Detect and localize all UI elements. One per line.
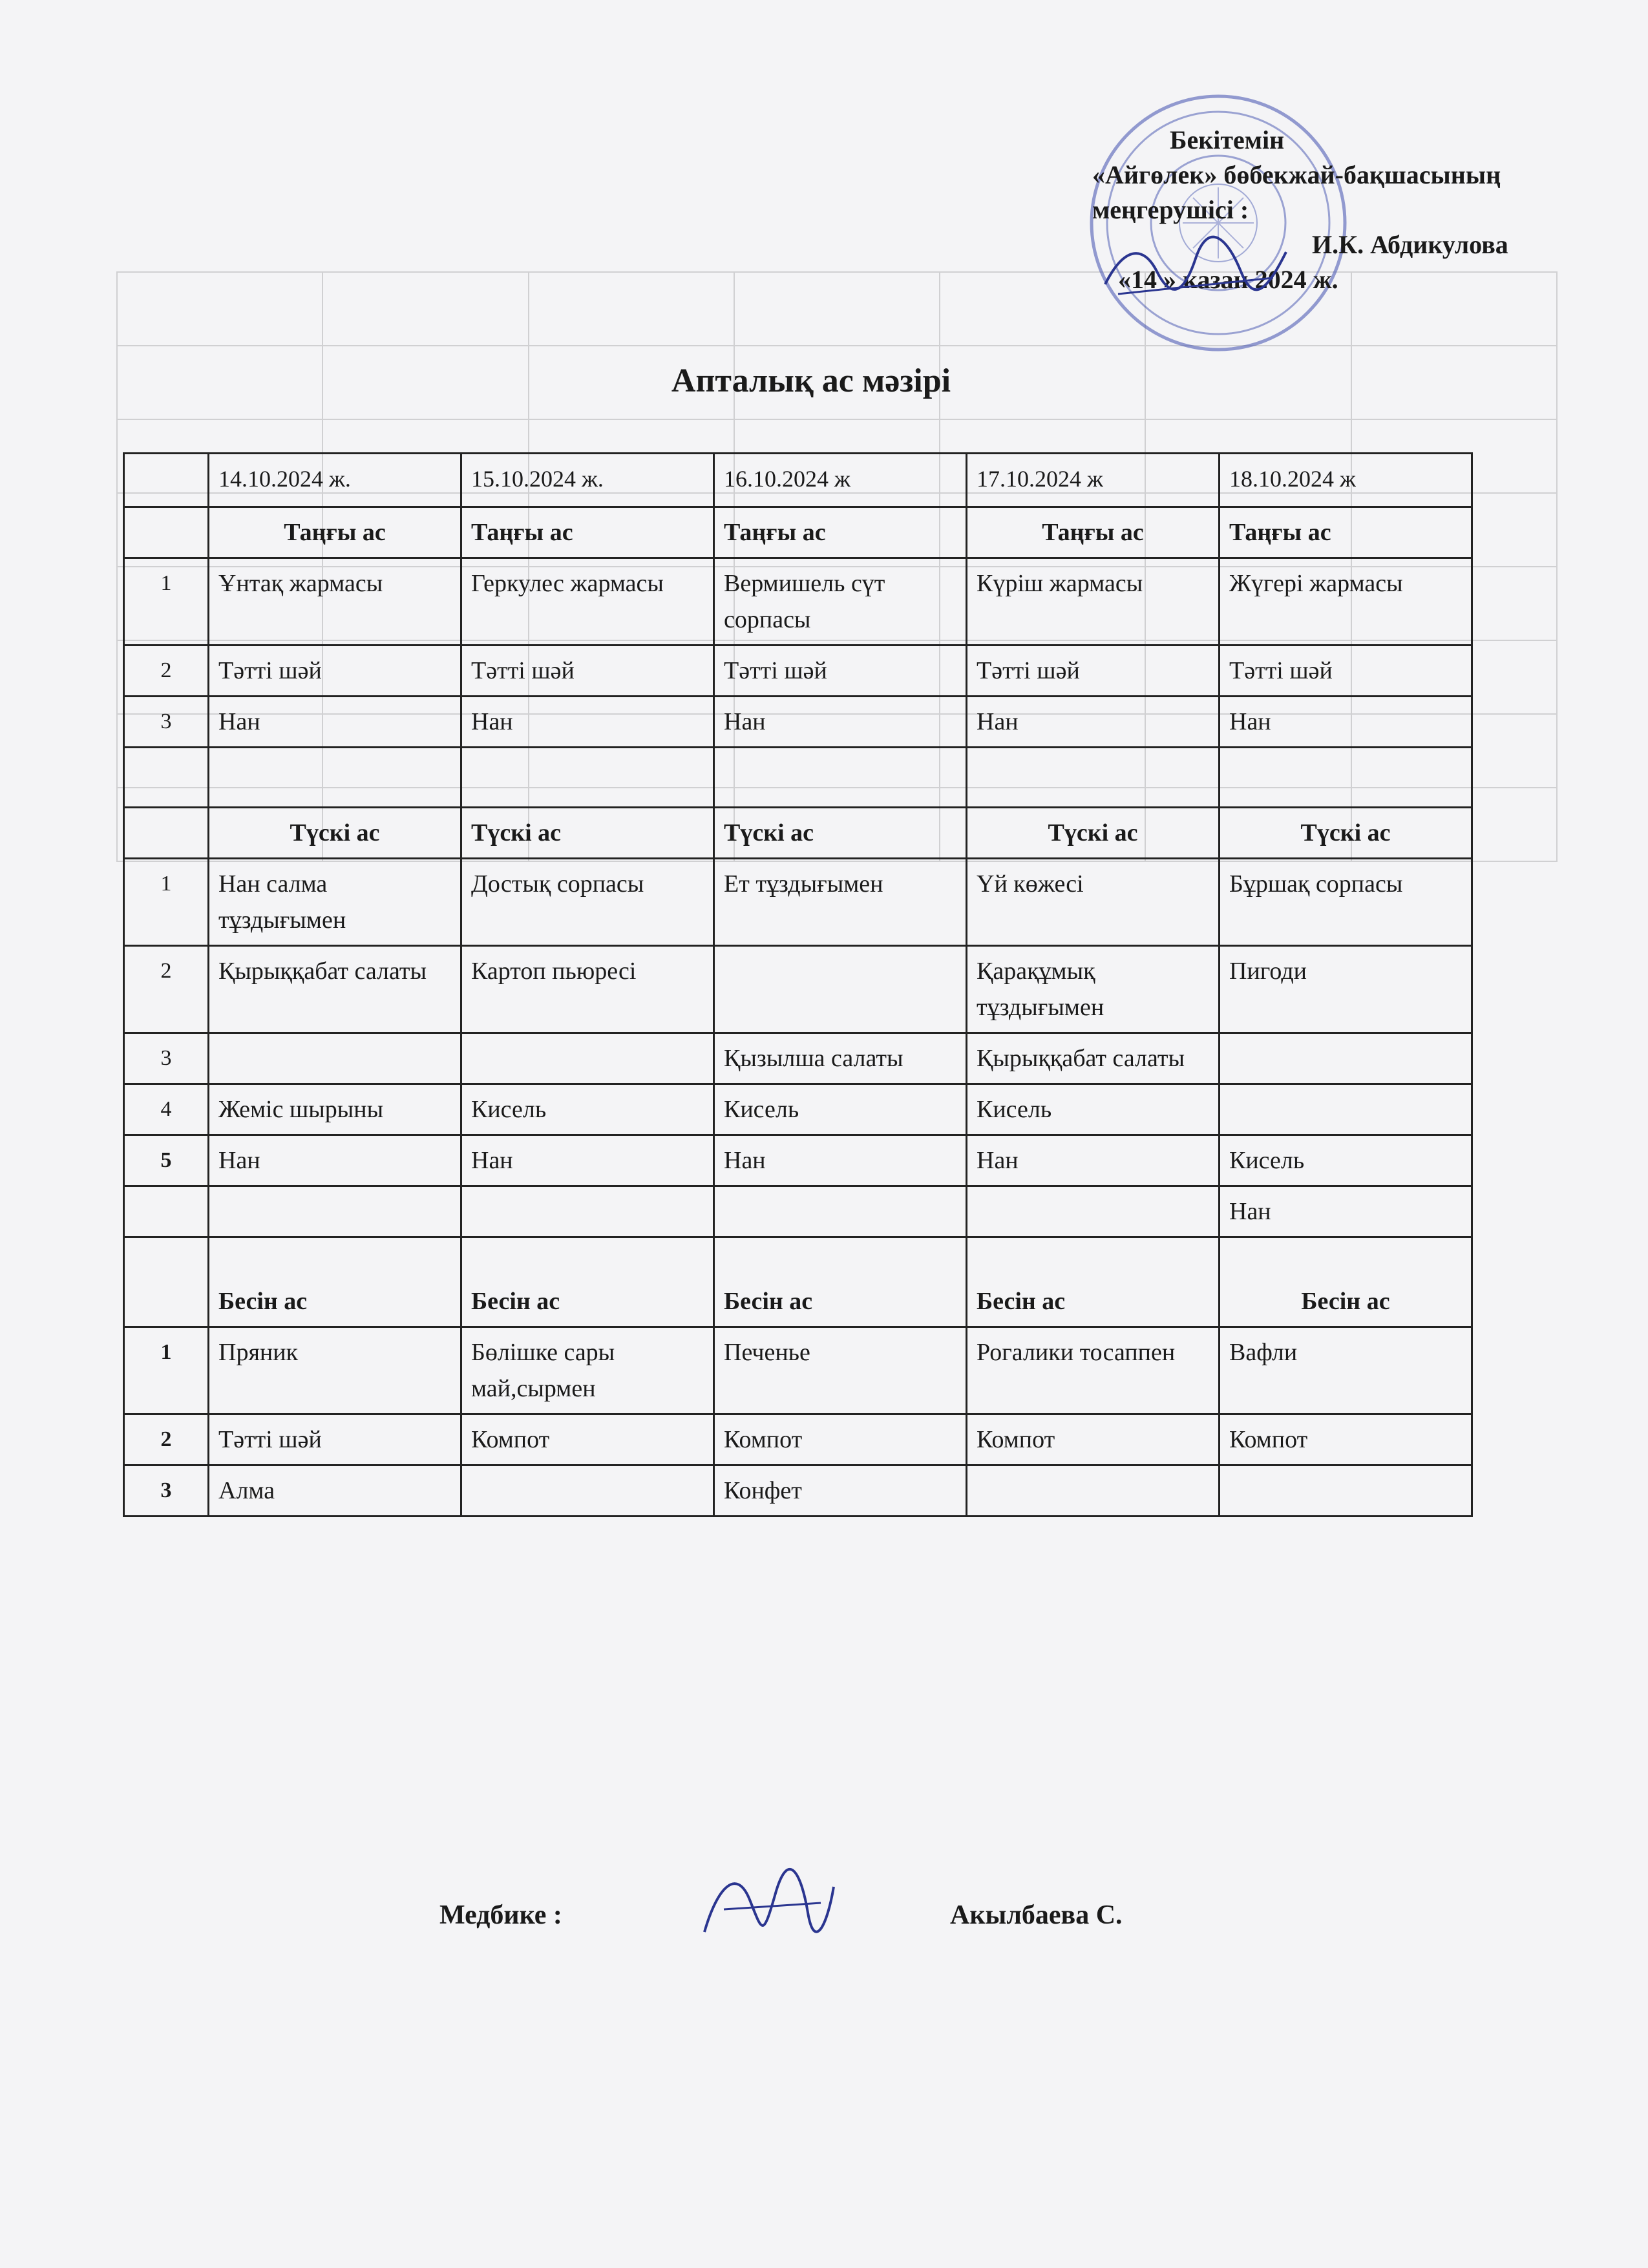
menu-cell: Тәтті шәй: [209, 1414, 461, 1465]
menu-cell: Кисель: [461, 1084, 714, 1135]
row-number: 2: [124, 646, 209, 697]
approval-line-1: Бекітемін: [1170, 125, 1285, 154]
table-row: [124, 1414, 1472, 1465]
row-number: 2: [124, 946, 209, 1033]
meal-header: Түскі ас: [461, 808, 714, 859]
table-row: [124, 1084, 1472, 1135]
row-number: 1: [124, 1327, 209, 1414]
meal-header: Таңғы ас: [209, 507, 461, 558]
menu-cell: Нан: [967, 697, 1220, 748]
date-cell: 16.10.2024 ж: [714, 454, 967, 507]
menu-cell: Нан: [714, 697, 967, 748]
menu-cell: Жүгері жармасы: [1220, 558, 1472, 646]
menu-cell: Тәтті шәй: [967, 646, 1220, 697]
menu-cell: Вермишель сүт сорпасы: [714, 558, 967, 646]
menu-cell: Компот: [714, 1414, 967, 1465]
menu-cell: Бұршақ сорпасы: [1220, 859, 1472, 946]
meal-header: Бесін ас: [209, 1237, 461, 1327]
row-number: 5: [124, 1135, 209, 1186]
nurse-label: Медбике :: [439, 1900, 562, 1930]
menu-cell: Компот: [461, 1414, 714, 1465]
menu-cell: Пигоди: [1220, 946, 1472, 1033]
menu-cell: Пряник: [209, 1327, 461, 1414]
table-row: [124, 697, 1472, 748]
table-row: [124, 1135, 1472, 1186]
spacer-row: [124, 748, 1472, 808]
approval-line-4: И.К. Абдикулова: [1312, 230, 1508, 259]
table-row: [124, 1327, 1472, 1414]
row-number: 3: [124, 697, 209, 748]
menu-cell: Ет тұздығымен: [714, 859, 967, 946]
num-cell: [124, 1237, 209, 1327]
snack-header-row: [124, 1237, 1472, 1327]
corner-cell: [124, 454, 209, 507]
meal-header: Таңғы ас: [461, 507, 714, 558]
approval-line-5: «14 » казан 2024 ж.: [1118, 265, 1338, 294]
menu-cell: Нан: [209, 1135, 461, 1186]
meal-header: Бесін ас: [1220, 1237, 1472, 1327]
menu-cell: Нан: [714, 1135, 967, 1186]
meal-header: Бесін ас: [967, 1237, 1220, 1327]
weekly-menu-table: [123, 452, 1473, 1517]
menu-cell: Геркулес жармасы: [461, 558, 714, 646]
menu-cell: [1220, 1084, 1472, 1135]
row-number: 3: [124, 1465, 209, 1517]
meal-header: Таңғы ас: [1220, 507, 1472, 558]
menu-cell: Компот: [967, 1414, 1220, 1465]
menu-cell: Кисель: [1220, 1135, 1472, 1186]
row-number: 1: [124, 558, 209, 646]
meal-header: Түскі ас: [714, 808, 967, 859]
menu-cell: Нан салма тұздығымен: [209, 859, 461, 946]
table-row: [124, 1186, 1472, 1237]
menu-cell: [461, 1465, 714, 1517]
menu-cell: Қырыққабат салаты: [967, 1033, 1220, 1084]
menu-cell: [967, 1186, 1220, 1237]
menu-cell: Достық сорпасы: [461, 859, 714, 946]
menu-cell: Күріш жармасы: [967, 558, 1220, 646]
menu-cell: Нан: [1220, 697, 1472, 748]
page-title: Апталық ас мәзірі: [671, 362, 951, 399]
menu-cell: Печенье: [714, 1327, 967, 1414]
table-row: [124, 1465, 1472, 1517]
row-number: 1: [124, 859, 209, 946]
menu-cell: Конфет: [714, 1465, 967, 1517]
menu-cell: [1220, 1465, 1472, 1517]
date-cell: 17.10.2024 ж: [967, 454, 1220, 507]
menu-cell: Бөлішке сары май,сырмен: [461, 1327, 714, 1414]
menu-cell: Ұнтақ жармасы: [209, 558, 461, 646]
breakfast-header-row: [124, 507, 1472, 558]
menu-cell: Жеміс шырыны: [209, 1084, 461, 1135]
menu-cell: Үй көжесі: [967, 859, 1220, 946]
menu-cell: Қарақұмық тұздығымен: [967, 946, 1220, 1033]
row-number: 3: [124, 1033, 209, 1084]
menu-cell: Тәтті шәй: [209, 646, 461, 697]
table-row: [124, 859, 1472, 946]
approval-line-3: меңгерушісі :: [1092, 195, 1249, 224]
date-cell: 14.10.2024 ж.: [209, 454, 461, 507]
meal-header: Таңғы ас: [714, 507, 967, 558]
date-cell: 15.10.2024 ж.: [461, 454, 714, 507]
num-cell: [124, 507, 209, 558]
row-number: 2: [124, 1414, 209, 1465]
date-row: [124, 454, 1472, 507]
menu-cell: Кисель: [714, 1084, 967, 1135]
menu-cell: Нан: [209, 697, 461, 748]
meal-header: Түскі ас: [209, 808, 461, 859]
menu-cell: Қырыққабат салаты: [209, 946, 461, 1033]
menu-cell: Тәтті шәй: [461, 646, 714, 697]
menu-cell: [209, 1186, 461, 1237]
meal-header: Түскі ас: [967, 808, 1220, 859]
menu-cell: Алма: [209, 1465, 461, 1517]
menu-cell: [714, 1186, 967, 1237]
menu-cell: Рогалики тосаппен: [967, 1327, 1220, 1414]
date-cell: 18.10.2024 ж: [1220, 454, 1472, 507]
menu-cell: Тәтті шәй: [1220, 646, 1472, 697]
row-number: [124, 1186, 209, 1237]
row-number: 4: [124, 1084, 209, 1135]
table-row: [124, 946, 1472, 1033]
menu-cell: [461, 1186, 714, 1237]
menu-cell: [461, 1033, 714, 1084]
menu-cell: [967, 1465, 1220, 1517]
menu-cell: Нан: [967, 1135, 1220, 1186]
menu-cell: Кисель: [967, 1084, 1220, 1135]
menu-cell: Тәтті шәй: [714, 646, 967, 697]
meal-header: Таңғы ас: [967, 507, 1220, 558]
num-cell: [124, 808, 209, 859]
meal-header: Бесін ас: [461, 1237, 714, 1327]
menu-cell: [1220, 1033, 1472, 1084]
table-row: [124, 1033, 1472, 1084]
lunch-header-row: [124, 808, 1472, 859]
approval-line-2: «Айгөлек» бөбекжай-бақшасының: [1092, 160, 1501, 189]
nurse-name: Акылбаева С.: [950, 1900, 1123, 1930]
menu-cell: Компот: [1220, 1414, 1472, 1465]
menu-cell: Қызылша салаты: [714, 1033, 967, 1084]
menu-cell: [714, 946, 967, 1033]
menu-cell: [209, 1033, 461, 1084]
director-signature: [1099, 233, 1293, 304]
meal-header: Түскі ас: [1220, 808, 1472, 859]
table-row: [124, 558, 1472, 646]
table-row: [124, 646, 1472, 697]
menu-cell: Нан: [1220, 1186, 1472, 1237]
meal-header: Бесін ас: [714, 1237, 967, 1327]
menu-cell: Картоп пьюресі: [461, 946, 714, 1033]
menu-cell: Вафли: [1220, 1327, 1472, 1414]
nurse-signature: [698, 1861, 840, 1945]
menu-cell: Нан: [461, 1135, 714, 1186]
menu-cell: Нан: [461, 697, 714, 748]
bleed-through-text: [439, 142, 448, 180]
